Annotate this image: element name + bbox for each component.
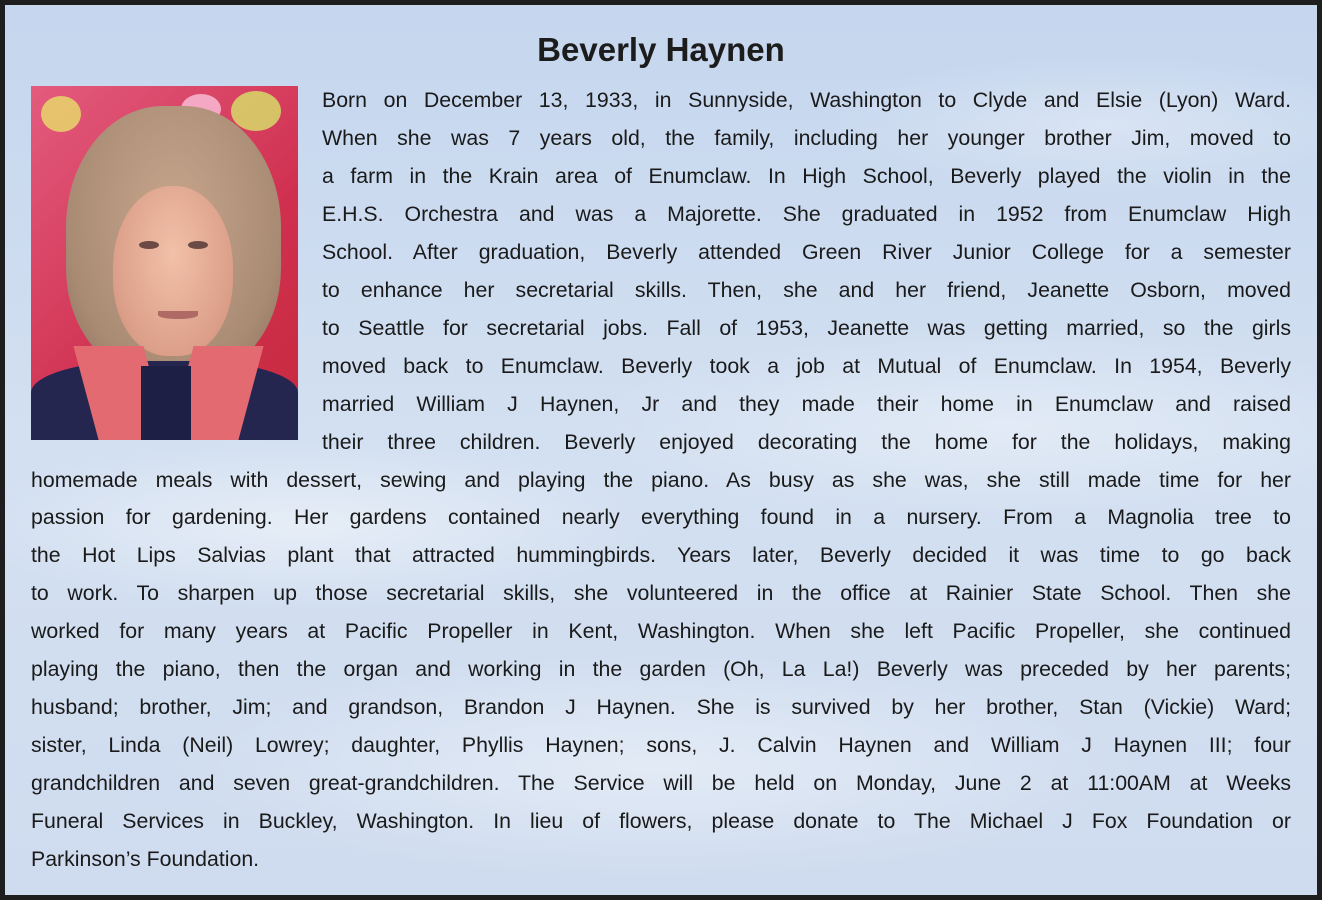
text-line: E.H.S. Orchestra and was a Majorette. She graduated in 1952 from Enumclaw High bbox=[322, 201, 1291, 226]
text-line: Born on December 13, 1933, in Sunnyside, Washington to Clyde and Elsie (Lyon) Ward. bbox=[322, 88, 1291, 112]
text-line: playing the piano, then the organ and working in the garden (Oh, La La!) Beverly was preceded by her parents; bbox=[31, 657, 1291, 682]
text-line: When she was 7 years old, the family, including her younger brother Jim, moved to bbox=[322, 125, 1291, 150]
text-line: worked for many years at Pacific Propeller in Kent, Washington. When she left Pacific Propeller, she continued bbox=[31, 619, 1291, 644]
text-line: sister, Linda (Neil) Lowrey; daughter, Phyllis Haynen; sons, J. Calvin Haynen and William J Haynen III; four bbox=[31, 733, 1291, 758]
page-title: Beverly Haynen bbox=[537, 31, 785, 68]
text-line: Funeral Services in Buckley, Washington. In lieu of flowers, please donate to The Michael J Fox Foundation or bbox=[31, 809, 1291, 834]
portrait-photo bbox=[31, 86, 298, 440]
text-line: homemade meals with dessert, sewing and playing the piano. As busy as she was, she still made time for her bbox=[31, 467, 1291, 492]
text-line: husband; brother, Jim; and grandson, Brandon J Haynen. She is survived by her brother, Stan (Vickie) Ward; bbox=[31, 695, 1291, 720]
text-line: to enhance her secretarial skills. Then, she and her friend, Jeanette Osborn, moved bbox=[322, 277, 1291, 302]
text-line: to Seattle for secretarial jobs. Fall of 1953, Jeanette was getting married, so the girls bbox=[322, 315, 1291, 340]
text-line: married William J Haynen, Jr and they made their home in Enumclaw and raised bbox=[322, 391, 1291, 416]
text-line: their three children. Beverly enjoyed decorating the home for the holidays, making bbox=[322, 429, 1291, 454]
text-line: to work. To sharpen up those secretarial skills, she volunteered in the office at Rainier State School. Then she bbox=[31, 581, 1291, 606]
text-line: School. After graduation, Beverly attended Green River Junior College for a semester bbox=[322, 239, 1291, 264]
text-line: Parkinson’s Foundation. bbox=[31, 847, 260, 871]
text-line: a farm in the Krain area of Enumclaw. In High School, Beverly played the violin in the bbox=[322, 163, 1291, 188]
text-line: passion for gardening. Her gardens contained nearly everything found in a nursery. From a Magnolia tree to bbox=[31, 505, 1291, 530]
text-line: the Hot Lips Salvias plant that attracted hummingbirds. Years later, Beverly decided it was time to go back bbox=[31, 543, 1291, 568]
text-line: grandchildren and seven great-grandchildren. The Service will be held on Monday, June 2 at 11:00AM at Weeks bbox=[31, 771, 1291, 796]
text-line: moved back to Enumclaw. Beverly took a job at Mutual of Enumclaw. In 1954, Beverly bbox=[322, 353, 1291, 378]
